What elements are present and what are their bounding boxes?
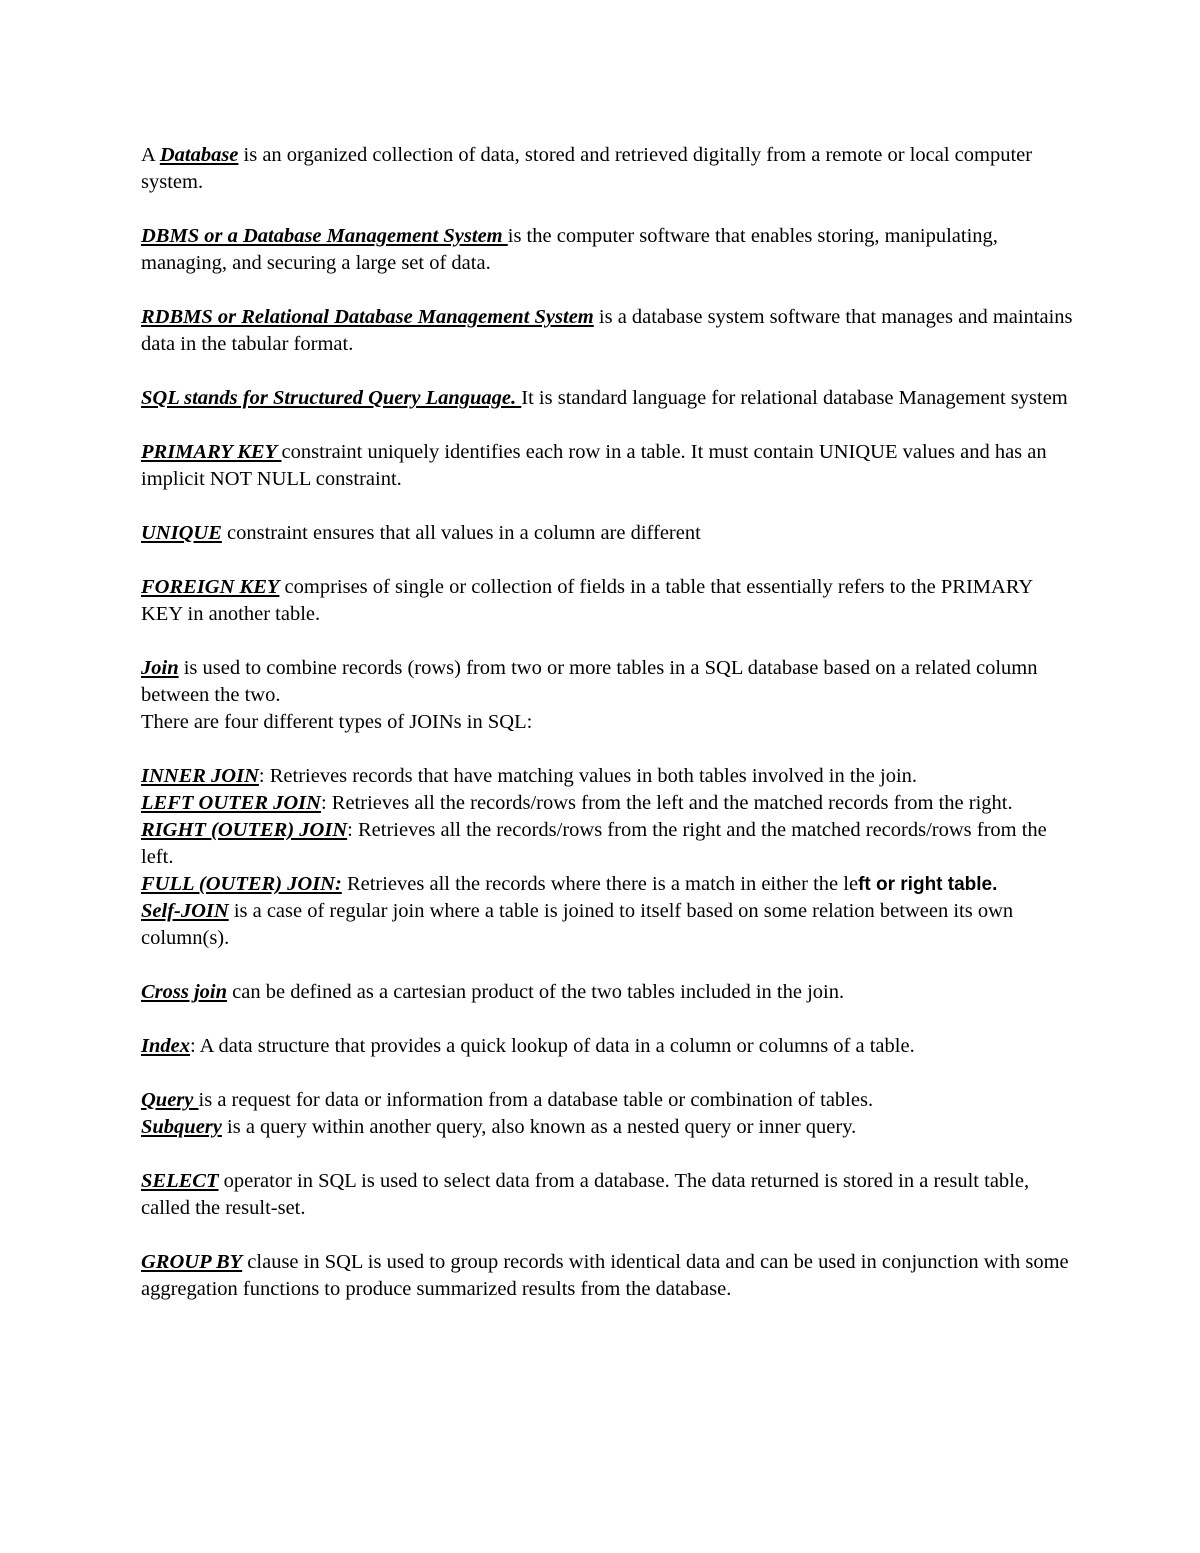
join-definition [141, 655, 1076, 709]
article-text: A [141, 144, 160, 166]
select-text: operator in SQL is used to select data from a database. The data returned is stored in a result table, called the result-set. [141, 1170, 1030, 1219]
database-definition-text: is an organized collection of data, stored and retrieved digitally from a remote or local computer system. [141, 144, 1033, 193]
index-text: : A data structure that provides a quick lookup of data in a column or columns of a table. [189, 1035, 915, 1057]
term-self-join: Self-JOIN [141, 900, 229, 922]
full-outer-join-definition [141, 871, 1076, 898]
term-database: Database [159, 144, 239, 166]
term-subquery: Subquery [141, 1116, 222, 1138]
term-index: Index [141, 1035, 190, 1057]
cross-join-definition [141, 979, 1076, 1006]
query-block [141, 1087, 1076, 1141]
subquery-definition [141, 1114, 1076, 1141]
inner-join-text: : Retrieves records that have matching values in both tables involved in the join. [258, 765, 918, 787]
group-by-definition [141, 1249, 1076, 1303]
join-types-list [141, 763, 1076, 952]
unique-definition-text: constraint ensures that all values in a column are different [221, 522, 701, 544]
left-outer-join-definition [141, 790, 1076, 817]
subquery-text: is a query within another query, also known as a nested query or inner query. [221, 1116, 857, 1138]
rdbms-definition-text: is a database system software that manages and maintains data in the tabular format. [141, 306, 1073, 355]
term-dbms: DBMS or a Database Management System [141, 225, 508, 247]
dbms-definition-text: is the computer software that enables storing, manipulating, managing, and securing a large set of data. [141, 225, 998, 274]
join-definition-text: is used to combine records (rows) from two or more tables in a SQL database based on a related column between the two. [141, 657, 1038, 706]
term-left-outer-join: LEFT OUTER JOIN [141, 792, 321, 814]
query-definition [141, 1087, 1076, 1114]
database-definition [141, 142, 1076, 196]
term-unique: UNIQUE [141, 522, 222, 544]
foreign-key-definition-text: comprises of single or collection of fields in a table that essentially refers to the PRIMARY KEY in another table. [141, 576, 1033, 625]
select-definition [141, 1168, 1076, 1222]
term-cross-join: Cross join [141, 981, 228, 1003]
cross-join-text: can be defined as a cartesian product of the two tables included in the join. [227, 981, 845, 1003]
term-sql: SQL stands for Structured Query Language. [141, 387, 522, 409]
left-outer-join-text: : Retrieves all the records/rows from the left and the matched records from the right. [320, 792, 1013, 814]
term-full-outer-join: FULL (OUTER) JOIN: [141, 873, 342, 895]
sql-definition-text: It is standard language for relational database Management system [521, 387, 1068, 409]
right-outer-join-text: : Retrieves all the records/rows from the right and the matched records/rows from the left. [141, 819, 1047, 868]
full-outer-join-bold-tail: ft or right table. [858, 874, 998, 895]
term-rdbms: RDBMS or Relational Database Management System [141, 306, 594, 328]
group-by-text: clause in SQL is used to group records with identical data and can be used in conjunction with some aggregation functions to produce summarized results from the database. [141, 1251, 1069, 1300]
term-group-by: GROUP BY [141, 1251, 243, 1273]
rdbms-definition [141, 304, 1076, 358]
query-text: is a request for data or information from a database table or combination of tables. [198, 1089, 874, 1111]
foreign-key-definition [141, 574, 1076, 628]
right-outer-join-definition [141, 817, 1076, 871]
self-join-definition [141, 898, 1076, 952]
unique-definition [141, 520, 1076, 547]
join-types-intro: There are four different types of JOINs in SQL: [141, 711, 533, 733]
sql-definition [141, 385, 1076, 412]
inner-join-definition [141, 763, 1076, 790]
index-definition [141, 1033, 1076, 1060]
term-query: Query [141, 1089, 199, 1111]
primary-key-definition [141, 439, 1076, 493]
term-select: SELECT [141, 1170, 219, 1192]
term-right-outer-join: RIGHT (OUTER) JOIN [141, 819, 348, 841]
full-outer-join-text: Retrieves all the records where there is a match in either the le [341, 873, 859, 895]
term-join: Join [141, 657, 179, 679]
term-foreign-key: FOREIGN KEY [141, 576, 280, 598]
self-join-text: is a case of regular join where a table is joined to itself based on some relation between its own column(s). [141, 900, 1014, 949]
term-inner-join: INNER JOIN [141, 765, 259, 787]
document-body [141, 142, 1076, 1330]
dbms-definition [141, 223, 1076, 277]
term-primary-key: PRIMARY KEY [141, 441, 282, 463]
primary-key-definition-text: constraint uniquely identifies each row in a table. It must contain UNIQUE values and has an implicit NOT NULL constraint. [141, 441, 1047, 490]
